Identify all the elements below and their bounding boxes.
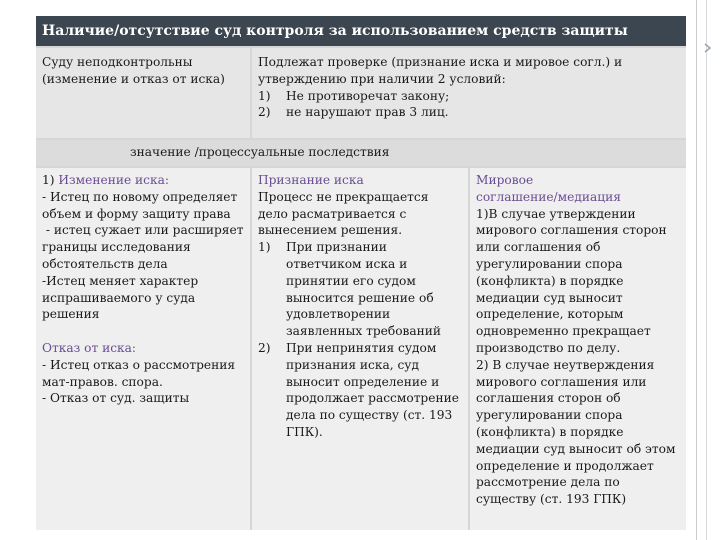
col2-item-1 — [258, 239, 463, 340]
col3-line: соглашения сторон об — [476, 391, 621, 406]
col3-line: (конфликта) в порядке — [476, 424, 624, 439]
col3-line: 2) В случае неутверждения — [476, 357, 655, 372]
col3-line: производство по делу. — [476, 340, 621, 355]
col1-line: решения — [42, 307, 100, 322]
col3-heading-2: соглашение/медиация — [476, 189, 621, 204]
condition-text: Не противоречат закону; — [286, 88, 450, 103]
col2-intro-line: вынесением решения. — [258, 223, 403, 238]
row2-cell — [36, 140, 686, 166]
col3-line: урегулировании спора — [476, 408, 623, 423]
col3-line: медиации суд выносит — [476, 290, 623, 305]
col3-line: мирового соглашения или — [476, 374, 647, 389]
item-number: 2) — [258, 340, 271, 355]
col1-line: - Отказ от суд. защиты — [42, 391, 190, 406]
col3-line: медиации суд выносит об этом — [476, 441, 676, 456]
row1-left-cell — [36, 48, 250, 138]
row1-right-intro-2: утверждению при наличии 2 условий: — [258, 71, 506, 86]
col2-cell — [252, 168, 468, 530]
col1-line: - Истец отказ о рассмотрения — [42, 357, 236, 372]
col2-item-line: продолжает рассмотрение — [286, 391, 459, 406]
col2-item-line: дела по существу (ст. 193 — [286, 408, 453, 423]
col2-item-line: признания иска, суд — [286, 357, 419, 372]
col3-line: одновременно прекращает — [476, 324, 651, 339]
row1-condition-1 — [258, 88, 680, 105]
col1-heading-2: Отказ от иска: — [42, 340, 137, 355]
col2-item-line: удовлетворении — [286, 307, 391, 322]
col2-intro-line: Процесс не прекращается — [258, 189, 429, 204]
condition-text: не нарушают прав 3 лиц. — [286, 105, 449, 120]
col1-line: границы исследования — [42, 240, 191, 255]
col1-prefix: 1) — [42, 173, 59, 187]
row1-left-line-1: Суду неподконтрольны — [42, 55, 193, 69]
col2-item-line: принятии его судом — [286, 273, 416, 288]
col2-item-line: выносит определение и — [286, 374, 440, 389]
col1-line: - истец сужает или расширяет — [42, 223, 244, 238]
col1-line: - Истец по новому определяет — [42, 189, 238, 204]
col1-line: -Истец меняет характер — [42, 273, 199, 288]
decorative-vertical-line — [696, 0, 697, 540]
col3-line: рассмотрение дела по — [476, 475, 620, 490]
col1-line: мат-правов. спора. — [42, 374, 163, 389]
col3-line: 1)В случае утверждении — [476, 206, 636, 221]
col2-item-line: При признании — [286, 240, 387, 255]
col3-heading-1: Мировое — [476, 173, 534, 187]
col2-intro-line: дело расматривается с — [258, 206, 407, 221]
chevron-right-icon — [702, 42, 714, 54]
col1-heading-1: Изменение иска: — [58, 173, 169, 187]
col1-line: испрашиваемого у суда — [42, 290, 196, 305]
col2-heading: Признание иска — [258, 173, 364, 187]
item-number: 1) — [258, 240, 271, 255]
col2-item-line: ГПК). — [286, 424, 323, 439]
col2-item-line: выносится решение об — [286, 290, 434, 305]
row1-condition-2 — [258, 104, 680, 121]
col3-line: урегулировании спора — [476, 256, 623, 271]
col3-cell — [470, 168, 686, 530]
col2-item-2 — [258, 340, 463, 441]
col1-line: объем и форму защиту права — [42, 206, 231, 221]
col1-heading-1-line — [42, 172, 245, 189]
row2-label: значение /процессуальные последствия — [130, 145, 390, 159]
col2-item-line: заявленных требований — [286, 324, 442, 339]
row1-left-line-2: (изменение и отказ от иска) — [42, 71, 225, 86]
col3-line: или соглашения об — [476, 240, 601, 255]
col1-line: обстоятельств дела — [42, 256, 168, 271]
col3-line: существу (ст. 193 ГПК) — [476, 492, 627, 507]
col2-item-line: ответчиком иска и — [286, 256, 408, 271]
col2-item-line: При непринятия судом — [286, 340, 437, 355]
col3-line: определение, которым — [476, 307, 624, 322]
decorative-vertical-line-2 — [706, 0, 707, 540]
condition-number: 2) — [258, 105, 271, 120]
col3-line: мирового соглашения сторон — [476, 223, 667, 238]
col1-cell — [36, 168, 250, 530]
comparison-table — [36, 16, 686, 530]
condition-number: 1) — [258, 88, 271, 103]
row1-right-intro-1: Подлежат проверке (признание иска и мировое согл.) и — [258, 55, 623, 69]
row1-right-cell — [252, 48, 686, 138]
col3-line: определение и продолжает — [476, 458, 654, 473]
table-header: Наличие/отсутствие суд контроля за использованием средств защиты — [36, 16, 686, 46]
col3-line: (конфликта) в порядке — [476, 273, 624, 288]
